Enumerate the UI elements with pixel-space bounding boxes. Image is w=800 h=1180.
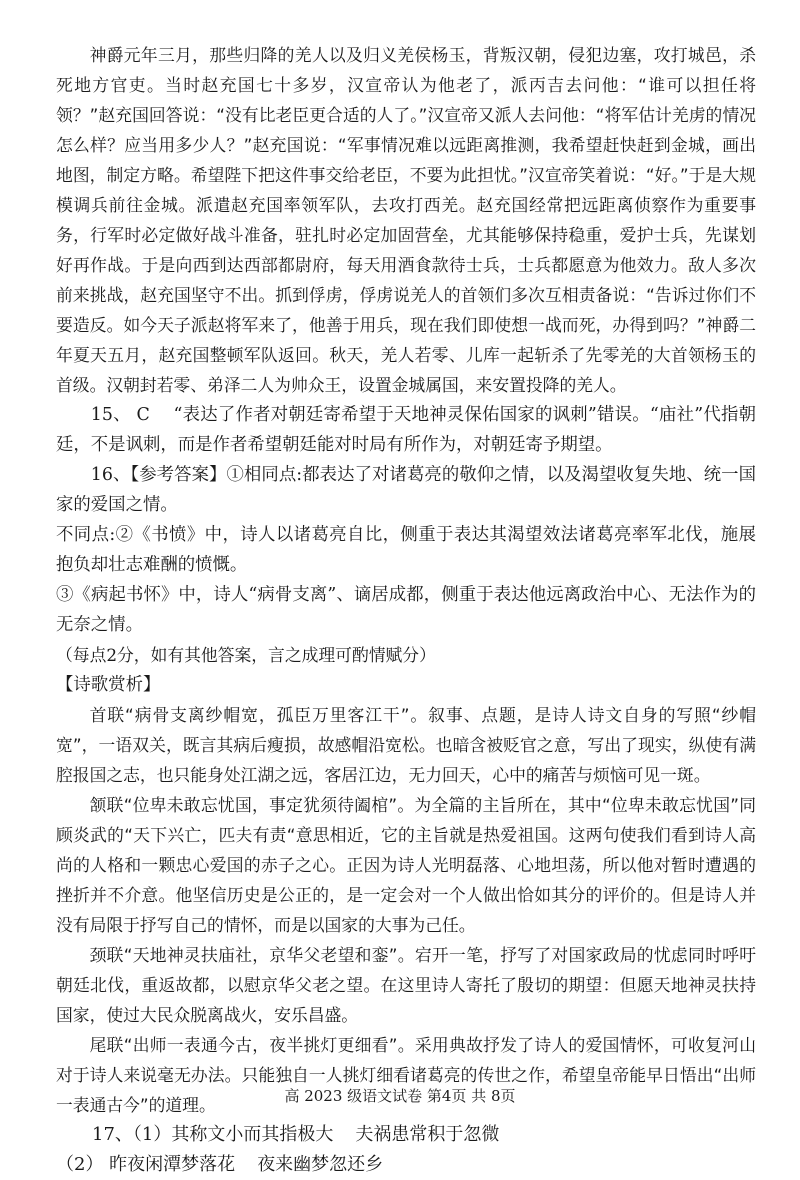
translation-paragraph: 神爵元年三月，那些归降的羌人以及归义羌侯杨玉，背叛汉朝，侵犯边塞，攻打城邑，杀死地方官吏。当时赵充国七十多岁，汉宣帝认为他老了，派丙吉去问他：“谁可以担任将领？”赵充国回答说：“没有比老臣更合适的人了。”汉宣帝又派人去问他：“将军估计羌虏的情况怎么样？应当用多少人？”赵充国说：“军事情况难以远距离推测，我希望赶快赶到金城，画出地图，制定方略。希望陛下把这件事交给老臣，不要为此担忧。”汉宣帝笑着说：“好。”于是大规模调兵前往金城。派遣赵充国率领军队，去攻打西羌。赵充国经常把远距离侦察作为重要事务，行军时必定做好战斗准备，驻扎时必定加固营垒，尤其能够保持稳重，爱护士兵，先谋划好再作战。于是向西到达西部都尉府，每天用酒食款待士兵，士兵都愿意为他效力。敌人多次前来挑战，赵充国坚守不出。抓到俘虏，俘虏说羌人的首领们多次互相责备说：“告诉过你们不要造反。如今天子派赵将军来了，他善于用兵，现在我们即使想一战而死，办得到吗？”神爵二年夏天五月，赵充国整顿军队返回。秋天，羌人若零、儿库一起斩杀了先零羌的大首领杨玉的首级。汉朝封若零、弟泽二人为帅众王，设置金城属国，来安置投降的羌人。 [56, 45, 757, 395]
appreciation-title: 【诗歌赏析】 [56, 675, 161, 695]
q17-1-second: 夫祸患常积于忽微 [355, 1124, 500, 1145]
q16-answer-line3: ③《病起书怀》中，诗人“病骨支离”、谪居成都，侧重于表达他远离政治中心、无法作为的无奈之情。 [56, 585, 756, 635]
appreciation-paragraph-1: 首联“病骨支离纱帽宽，孤臣万里客江干”。叙事、点题，是诗人诗文自身的写照“纱帽宽”，一语双关，既言其病后瘦损，故感帽沿宽松。也暗含被贬官之意，写出了现实，纵使有满腔报国之志，也只能身处江湖之远，客居江边，无力回天，心中的痛苦与烦恼可见一斑。 [56, 705, 756, 785]
appreciation-paragraph-3: 颈联“天地神灵扶庙社，京华父老望和銮”。宕开一笔，抒写了对国家政局的忧虑同时呼吁朝廷北伐，重返故都，以慰京华父老之望。在这里诗人寄托了殷切的期望：但愿天地神灵扶持国家，使过大民众脱离战火，安乐昌盛。 [56, 945, 756, 1025]
q17-2-first: （2） 昨夜闲潭梦落花 [56, 1154, 236, 1175]
q16-scoring-note: （每点2分，如有其他答案，言之成理可酌情赋分） [56, 645, 436, 665]
q17-answer-1 [56, 1120, 756, 1150]
q16-answer-line2: 不同点:②《书愤》中，诗人以诸葛亮自比，侧重于表达其渴望效法诸葛亮率军北伐，施展抱负却壮志难酬的愤慨。 [56, 525, 756, 575]
page-footer: 高 2023 级语文试卷 第4页 共 8页 [284, 1087, 516, 1105]
appreciation-paragraph-2: 颔联“位卑未敢忘忧国，事定犹须待阖棺”。为全篇的主旨所在，其中“位卑未敢忘忧国”同顾炎武的“天下兴亡，匹夫有责“意思相近，它的主旨就是热爱祖国。这两句使我们看到诗人高尚的人格和一颗忠心爱国的赤子之心。正因为诗人光明磊落、心地坦荡，所以他对暂时遭遇的挫折并不介意。他坚信历史是公正的，是一定会对一个人做出恰如其分的评价的。但是诗人并没有局限于抒写自己的情怀，而是以国家的大事为己任。 [56, 795, 756, 935]
q17-1-first: 17、（1）其称文小而其指极大 [92, 1124, 334, 1145]
q16-answer-line1: 16、【参考答案】①相同点:都表达了对诸葛亮的敬仰之情，以及渴望收复失地、统一国家的爱国之情。 [56, 465, 756, 515]
appreciation-paragraph-4: 尾联“出师一表通今古，夜半挑灯更细看”。采用典故抒发了诗人的爱国情怀，可收复河山对于诗人来说毫无办法。只能独自一人挑灯细看诸葛亮的传世之作，希望皇帝能早日悟出“出师一表通古今”的道理。 [56, 1035, 756, 1115]
answer-content [56, 40, 756, 1180]
q17-2-second: 夜来幽梦忽还乡 [257, 1154, 384, 1175]
q15-answer: 15、 C “表达了作者对朝廷寄希望于天地神灵保佑国家的讽刺”错误。“庙社”代指朝廷，不是讽刺，而是作者希望朝廷能对时局有所作为，对朝廷寄予期望。 [56, 405, 756, 455]
q17-answer-2 [56, 1150, 756, 1180]
